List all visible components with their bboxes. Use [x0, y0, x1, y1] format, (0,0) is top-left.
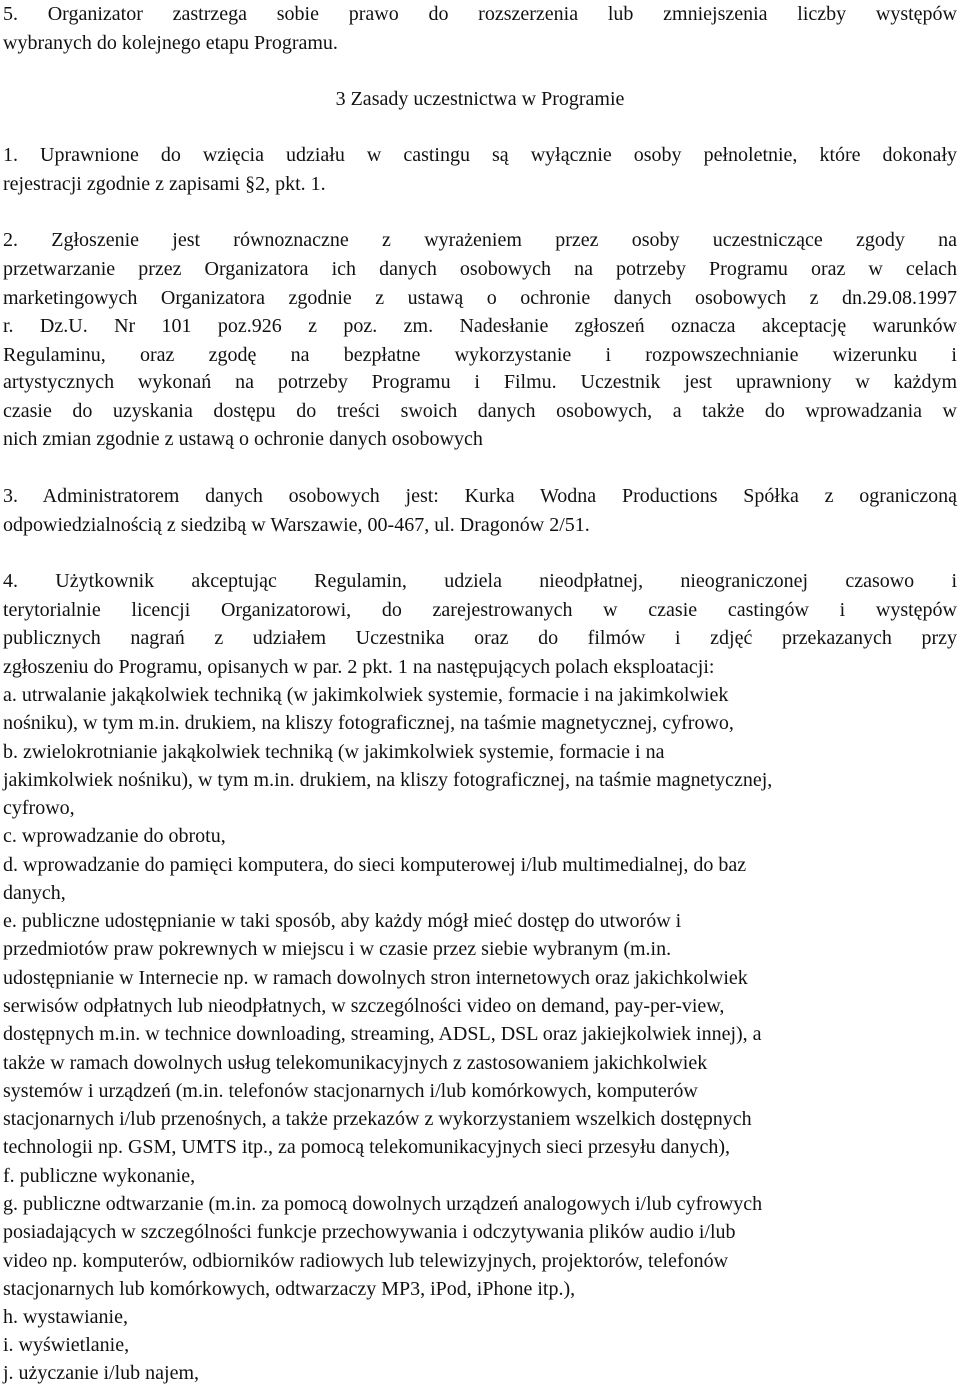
paragraph-4-line-25: video np. komputerów, odbiorników radiowych lub telewizyjnych, projektorów, telefonów	[3, 1250, 729, 1272]
paragraph-4-line-11: d. wprowadzanie do pamięci komputera, do sieci komputerowej i/lub multimedialnej, do baz	[3, 854, 747, 876]
paragraph-4-line-18: także w ramach dowolnych usług telekomunikacyjnych z zastosowaniem jakichkolwiek	[3, 1052, 708, 1074]
paragraph-4-line-19: systemów i urządzeń (m.in. telefonów stacjonarnych i/lub komórkowych, komputerów	[3, 1080, 698, 1102]
paragraph-2-line-8: nich zmian zgodnie z ustawą o ochronie danych osobowych	[3, 428, 483, 450]
paragraph-4-line-20: stacjonarnych i/lub przenośnych, a także przekazów z wykorzystaniem wszelkich dostępnych	[3, 1108, 752, 1130]
paragraph-4-line-23: g. publiczne odtwarzanie (m.in. za pomocą dowolnych urządzeń analogowych i/lub cyfrowych	[3, 1193, 763, 1215]
paragraph-2-line-3: marketingowych Organizatora zgodnie z ustawą o ochronie danych osobowych z dn.29.08.1997	[3, 287, 957, 309]
paragraph-4-line-13: e. publiczne udostępnianie w taki sposób, aby każdy mógł mieć dostęp do utworów i	[3, 910, 682, 932]
paragraph-4-line-1: 4. Użytkownik akceptując Regulamin, udziela nieodpłatnej, nieograniczonej czasowo i	[3, 570, 957, 592]
paragraph-4-line-4: zgłoszeniu do Programu, opisanych w par. 2 pkt. 1 na następujących polach eksploatacji:	[3, 656, 715, 678]
paragraph-4-line-29: j. użyczanie i/lub najem,	[3, 1362, 200, 1384]
paragraph-4-line-9: cyfrowo,	[3, 797, 75, 819]
paragraph-4-line-26: stacjonarnych lub komórkowych, odtwarzaczy MP3, iPod, iPhone itp.),	[3, 1278, 576, 1300]
paragraph-4-line-27: h. wystawianie,	[3, 1306, 128, 1328]
paragraph-4-line-2: terytorialnie licencji Organizatorowi, do zarejestrowanych w czasie castingów i występów	[3, 599, 957, 621]
paragraph-3-line-1: 3. Administratorem danych osobowych jest: Kurka Wodna Productions Spółka z ograniczoną	[3, 485, 957, 507]
paragraph-4-line-17: dostępnych m.in. w technice downloading, streaming, ADSL, DSL oraz jakiejkolwiek innej), a	[3, 1023, 762, 1045]
paragraph-2-line-5: Regulaminu, oraz zgodę na bezpłatne wykorzystanie i rozpowszechnianie wizerunku i	[3, 344, 957, 366]
paragraph-5-line-1: 5. Organizator zastrzega sobie prawo do rozszerzenia lub zmniejszenia liczby występów	[3, 3, 957, 25]
paragraph-4-line-15: udostępnianie w Internecie np. w ramach dowolnych stron internetowych oraz jakichkolwiek	[3, 967, 748, 989]
paragraph-4-line-7: b. zwielokrotnianie jakąkolwiek techniką (w jakimkolwiek systemie, formacie i na	[3, 741, 665, 763]
paragraph-4-line-24: posiadających w szczególności funkcje przechowywania i odczytywania plików audio i/lub	[3, 1221, 736, 1243]
paragraph-4-line-14: przedmiotów praw pokrewnych w miejscu i w czasie przez siebie wybranym (m.in.	[3, 938, 672, 960]
paragraph-2-line-2: przetwarzanie przez Organizatora ich danych osobowych na potrzeby Programu oraz w celach	[3, 258, 957, 280]
paragraph-4-line-21: technologii np. GSM, UMTS itp., za pomocą telekomunikacyjnych sieci przesyłu danych),	[3, 1136, 731, 1158]
paragraph-5-line-2: wybranych do kolejnego etapu Programu.	[3, 32, 338, 54]
paragraph-4-line-16: serwisów odpłatnych lub nieodpłatnych, w szczególności video on demand, pay-per-view,	[3, 995, 725, 1017]
paragraph-1-line-1: 1. Uprawnione do wzięcia udziału w castingu są wyłącznie osoby pełnoletnie, które dokonały	[3, 144, 957, 166]
paragraph-3-line-2: odpowiedzialnością z siedzibą w Warszawie, 00-467, ul. Dragonów 2/51.	[3, 514, 590, 536]
paragraph-4-line-8: jakimkolwiek nośniku), w tym m.in. drukiem, na kliszy fotograficznej, na taśmie magnetycznej,	[3, 769, 773, 791]
paragraph-2-line-4: r. Dz.U. Nr 101 poz.926 z poz. zm. Nadesłanie zgłoszeń oznacza akceptację warunków	[3, 315, 957, 337]
paragraph-2-line-1: 2. Zgłoszenie jest równoznaczne z wyrażeniem przez osoby uczestniczące zgody na	[3, 229, 957, 251]
paragraph-4-line-28: i. wyświetlanie,	[3, 1334, 130, 1356]
paragraph-4-line-3: publicznych nagrań z udziałem Uczestnika oraz do filmów i zdjęć przekazanych przy	[3, 627, 957, 649]
paragraph-4-line-12: danych,	[3, 882, 66, 904]
paragraph-4-line-10: c. wprowadzanie do obrotu,	[3, 825, 226, 847]
paragraph-2-line-6: artystycznych wykonań na potrzeby Programu i Filmu. Uczestnik jest uprawniony w każdym	[3, 371, 957, 393]
paragraph-4-line-6: nośniku), w tym m.in. drukiem, na kliszy fotograficznej, na taśmie magnetycznej, cyfrowo,	[3, 712, 734, 734]
paragraph-4-line-22: f. publiczne wykonanie,	[3, 1165, 196, 1187]
paragraph-4-line-5: a. utrwalanie jakąkolwiek techniką (w jakimkolwiek systemie, formacie i na jakimkolwiek	[3, 684, 729, 706]
section-heading: 3 Zasady uczestnictwa w Programie	[335, 88, 625, 110]
paragraph-2-line-7: czasie do uzyskania dostępu do treści swoich danych osobowych, a także do wprowadzania w	[3, 400, 957, 422]
paragraph-1-line-2: rejestracji zgodnie z zapisami §2, pkt. 1.	[3, 173, 326, 195]
document-page	[3, 0, 957, 1396]
